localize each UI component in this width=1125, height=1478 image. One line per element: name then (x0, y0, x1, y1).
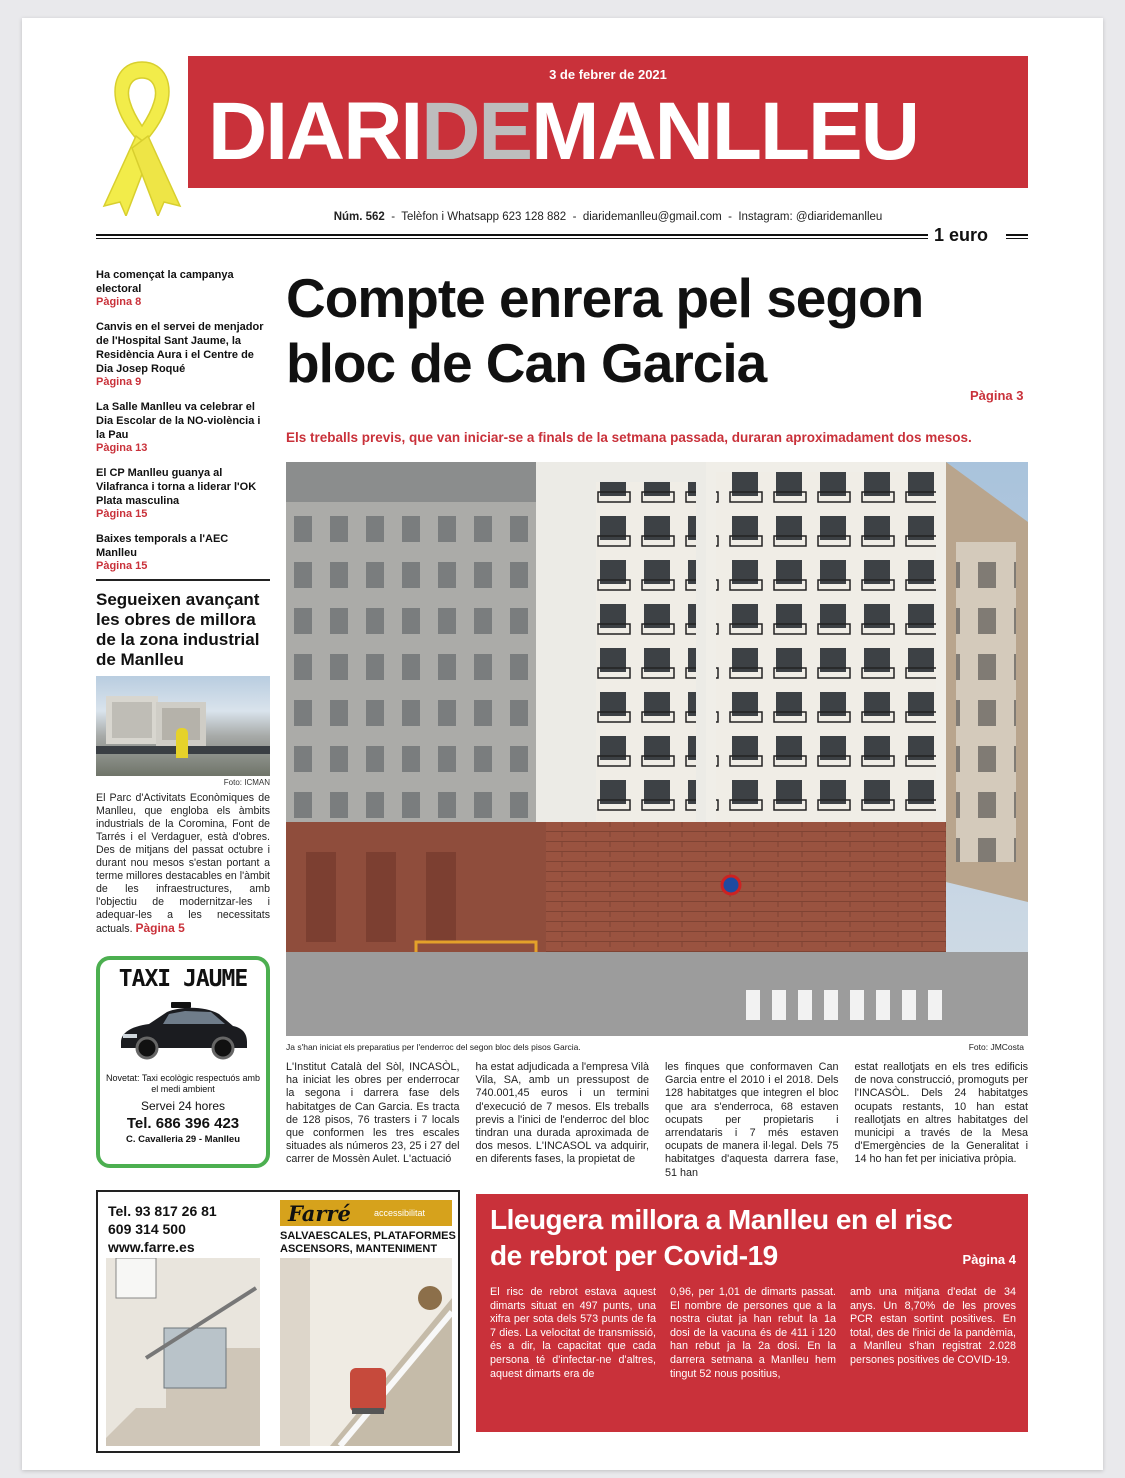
instagram: Instagram: @diaridemanlleu (738, 211, 883, 223)
page-ref: Pàgina 5 (135, 921, 185, 935)
photo-credit: Foto: JMCosta (968, 1042, 1024, 1052)
price-rule (96, 225, 1028, 247)
yellow-ribbon-icon (96, 56, 188, 216)
stair-platform-photo (106, 1258, 260, 1446)
ad-title: TAXI JAUME (118, 966, 248, 992)
ad-service: Servei 24 hores (140, 1099, 226, 1113)
phone: Telèfon i Whatsapp 623 128 882 (401, 211, 567, 223)
main-headline: Compte enrera pel segon bloc de Can Garcia (286, 267, 924, 394)
index-item[interactable]: Baixes temporals a l'AEC Manlleu Pàgina 15 (96, 533, 229, 572)
divider (96, 579, 270, 581)
story-column: L'Institut Català del Sòl, INCASÒL, ha iniciat les obres per enderrocar la segona i darrera fase dels habitatges de Can Garcia. Es tracta de 128 pisos, 76 trasters i 7 locals que conformen les tres escales situades als números 23, 25 i 27 del carrer de Mossèn Aulet. L'actuació (286, 1061, 460, 1166)
farre-accessibilitat-ad[interactable] (96, 1190, 460, 1453)
page-ref: Pàgina 4 (962, 1252, 1016, 1267)
stairlift-photo (280, 1258, 452, 1446)
story-column: El risc de rebrot estava aquest dimarts situat en 497 punts, una xifra per sota dels 573 punts de fa 7 dies. La velocitat de transmissió, és a dir, la capacitat que cada persona té d'infectar-ne d'altres, aquest dimarts era de (490, 1286, 656, 1380)
newspaper-page (22, 18, 1103, 1470)
ad-services: SALVAESCALES, PLATAFORMES ASCENSORS, MANTENIMENT (280, 1230, 456, 1255)
farre-logo: Farré accessibilitat (280, 1200, 452, 1226)
newspaper-logo: DIARIDEMANLLEU (208, 86, 918, 177)
industrial-works-photo (96, 676, 270, 776)
issue-date: 3 de febrer de 2021 (549, 67, 667, 82)
ad-phone: Tel. 686 396 423 (126, 1115, 240, 1132)
covid-story-box (476, 1194, 1028, 1432)
sidebar-story-title: Segueixen avançant les obres de millora de la zona industrial de Manlleu (96, 590, 260, 669)
masthead-banner (188, 56, 1028, 188)
ad-contact: Tel. 93 817 26 81 609 314 500 www.farre.es (108, 1203, 217, 1255)
sidebar-story-body: El Parc d'Activitats Econòmiques de Manlleu, que engloba els àmbits industrials de la Coromina, Font de Tarrés i el Verdaguer, està d'obres. Des de mitjans del passat octubre i durant nou mesos s'estan portant a terme millores destacables en l'àmbit de les infraestructures, amb l'objectiu de modernitzar-les i adequar-les a les necessitats actuals. Pàgina 5 (96, 792, 270, 935)
taxi-jaume-ad[interactable] (96, 956, 270, 1168)
story-column: amb una mitjana d'edat de 34 anys. Un 8,70% de les proves PCR estan sortint positives. En total, des de l'inici de la pandèmia, a Manlleu s'han registrat 2.028 persones positives de COVID-19. (850, 1286, 1016, 1366)
index-item[interactable]: La Salle Manlleu va celebrar el Dia Escolar de la NO-violència i la Pau Pàgina 13 (96, 401, 261, 454)
photo-caption: Ja s'han iniciat els preparatius per l'enderroc del segon bloc dels pisos Garcia. Foto: JMCosta (286, 1042, 1024, 1052)
can-garcia-building-photo (286, 462, 1028, 1036)
index-item[interactable]: Ha començat la campanya electoral Pàgina 8 (96, 269, 234, 308)
photo-credit: Foto: ICMAN (223, 778, 270, 787)
index-item[interactable]: El CP Manlleu guanya al Vilafranca i torna a liderar l'OK Plata masculina Pàgina 15 (96, 467, 257, 520)
issue-number: Núm. 562 (333, 211, 385, 223)
contact-line: Núm. 562 - Telèfon i Whatsapp 623 128 882 - diaridemanlleu@gmail.com - Instagram: @diaridemanlleu (333, 211, 883, 223)
price: 1 euro (934, 225, 989, 245)
sidebar-index (96, 268, 270, 584)
index-item[interactable]: Canvis en el servei de menjador de l'Hospital Sant Jaume, la Residència Aura i el Centre de Dia Josep Roqué Pàgina 9 (96, 321, 264, 388)
story-column: 0,96, per 1,01 de dimarts passat. El nombre de persones que a la nostra ciutat ja han rebut la 1a dosi de la vacuna és de 411 i 120 han rebut ja la 2a dosi. En la darrera setmana a Manlleu hem tingut 52 nous positius, (670, 1286, 836, 1380)
story-column: les finques que conformaven Can Garcia entre el 2010 i el 2018. Dels 128 habitatges que integren el bloc que ara s'enderroca, 68 estaven ocupats per propietaris i arrendataris i 7 més estaven ocupats de manera il·legal. Dels 75 habitatges d'aquesta darrera fase, 51 han (665, 1061, 839, 1179)
ad-address: C. Cavalleria 29 - Manlleu (125, 1134, 241, 1145)
main-story-body (286, 1061, 1028, 1180)
email: diaridemanlleu@gmail.com (582, 211, 722, 223)
story-column: ha estat adjudicada a l'empresa Vilà Vila, SA, amb un pressupost de 740.001,45 euros i un termini d'execució de 7 mesos. Els treballs previs a l'inici de l'enderroc del bloc tindran una durada aproximada de dos mesos. L'INCASOL va adquirir, en diferents fases, la propietat de (475, 1061, 649, 1166)
page-ref: Pàgina 3 (970, 388, 1024, 403)
ad-note: Novetat: Taxi ecològic respectuós amb el medi ambient (106, 1073, 260, 1094)
standfirst: Els treballs previs, que van iniciar-se a finals de la setmana passada, duraran aproximadament dos mesos. (286, 430, 972, 445)
covid-headline: Lleugera millora a Manlleu en el risc de rebrot per Covid-19 (490, 1204, 953, 1271)
story-column: estat reallotjats en els tres edificis de nova construcció, promoguts per l'INCASÒL. Dels 24 habitatges ocupats restants, 10 han estat reallotjats en altres habitatges del municipi a través de la Mesa d'Emergències de la Generalitat i 14 ho han fet per iniciativa pròpia. (854, 1061, 1028, 1166)
car-icon (115, 998, 251, 1062)
